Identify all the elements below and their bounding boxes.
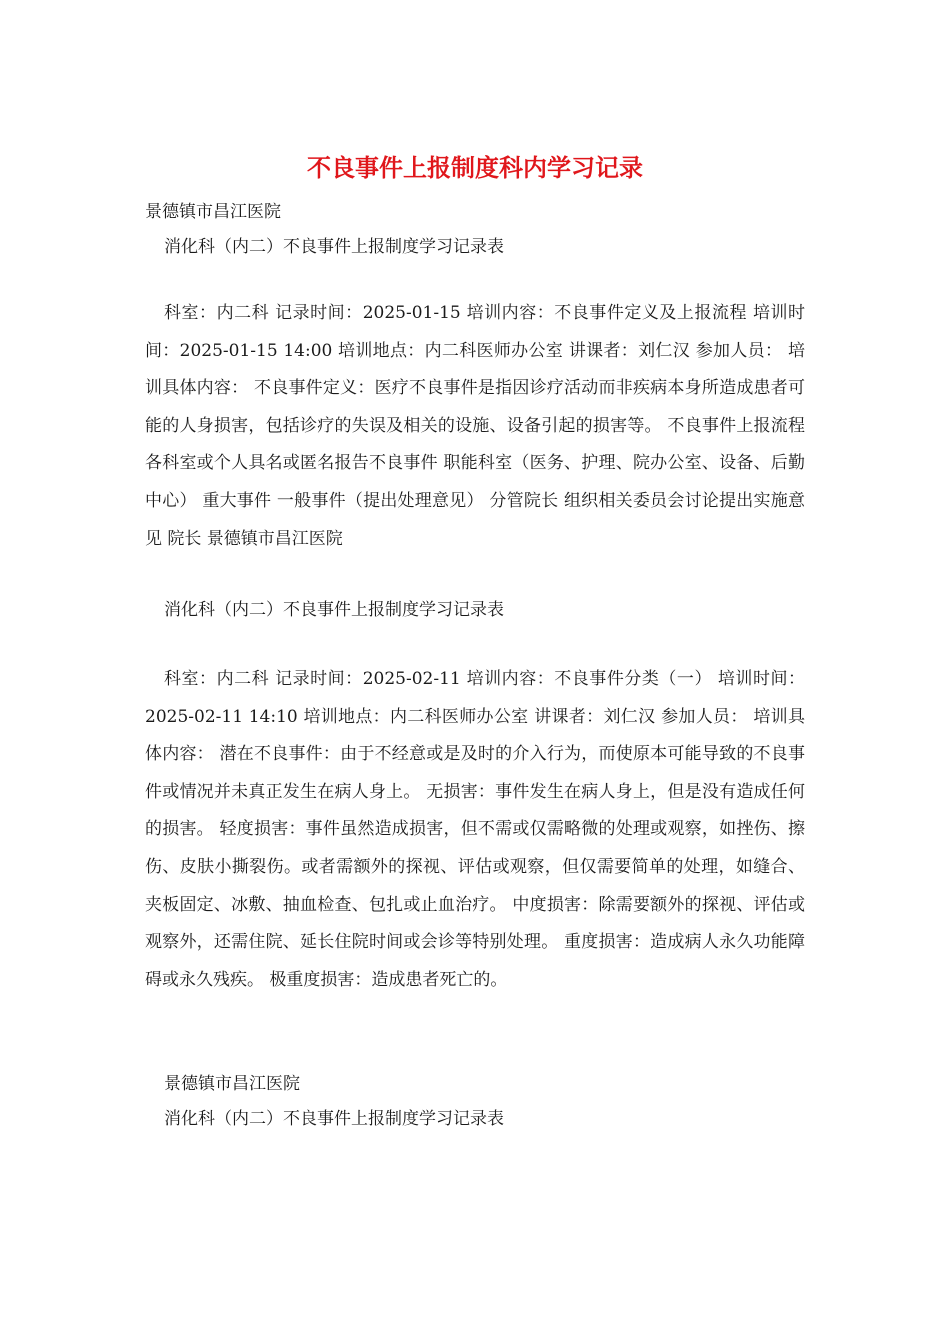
footer-table-title: 消化科（内二）不良事件上报制度学习记录表 [164,1109,504,1129]
record-1: 科室：内二科 记录时间：2025-01-15 培训内容：不良事件定义及上报流程 培训时间：2025-01-15 14:00 培训地点：内二科医师办公室 讲课者：刘仁汉 参加人员： 培训具体内容： 不良事件定义：医疗不良事件是指因诊疗活动而非疾病本身所造成患者可能的人身损害，包括诊疗的失误及相关的设施、设备引起的损害等。 不良事件上报流程 各科室或个人具名或匿名报告不良事件 职能科室（医务、护理、院办公室、设备、后勤中心） 重大事件 一般事件（提出处理意见） 分管院长 组织相关委员会讨论提出实施意见 院长 景德镇市昌江医院 [145,303,805,549]
hospital-name: 景德镇市昌江医院 [145,202,281,222]
document-title: 不良事件上报制度科内学习记录 [307,153,643,182]
table-title-2: 消化科（内二）不良事件上报制度学习记录表 [164,600,504,620]
footer-hospital-name: 景德镇市昌江医院 [164,1074,300,1094]
table-title-1: 消化科（内二）不良事件上报制度学习记录表 [164,237,504,257]
record-2: 科室：内二科 记录时间：2025-02-11 培训内容：不良事件分类（一） 培训时间：2025-02-11 14:10 培训地点：内二科医师办公室 讲课者：刘仁汉 参加人员： 培训具体内容： 潜在不良事件：由于不经意或是及时的介入行为，而使原本可能导致的不良事件或情况并未真正发生在病人身上。 无损害：事件发生在病人身上，但是没有造成任何的损害。 轻度损害：事件虽然造成损害，但不需或仅需略微的处理或观察，如挫伤、擦伤、皮肤小撕裂伤。或者需额外的探视、评估或观察，但仅需要简单的处理，如缝合、夹板固定、冰敷、抽血检查、包扎或止血治疗。 中度损害：除需要额外的探视、评估或观察外，还需住院、延长住院时间或会诊等特别处理。 重度损害：造成病人永久功能障碍或永久残疾。 极重度损害：造成患者死亡的。 [145,669,805,990]
